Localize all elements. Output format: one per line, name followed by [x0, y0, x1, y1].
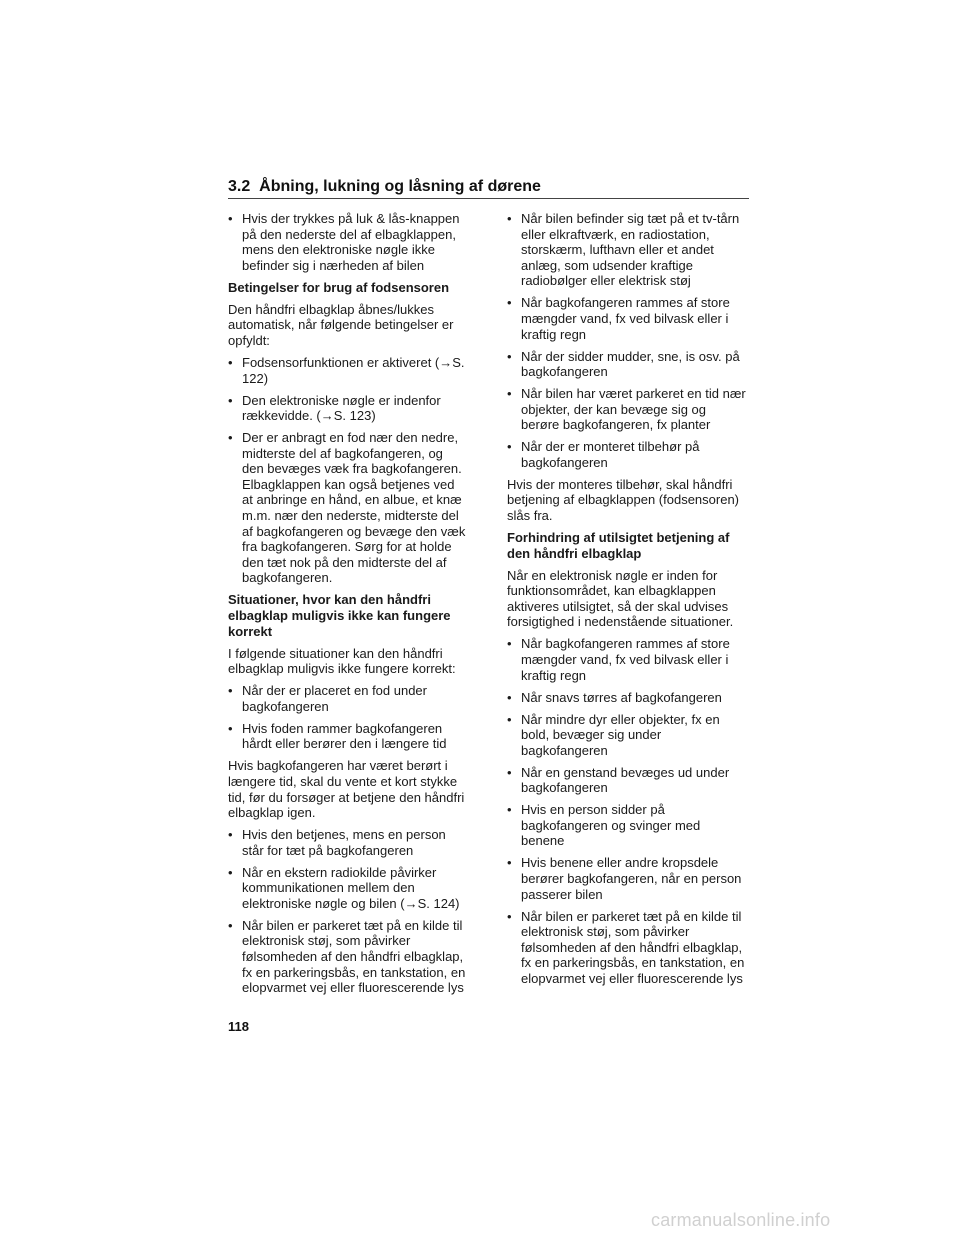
list-item-text: Når mindre dyr eller objekter, fx en bold, bevæger sig under bagkofangeren	[521, 711, 720, 758]
bullet-marker: •	[228, 827, 233, 843]
list-item-text: Hvis der trykkes på luk & lås-knappen på den nederste del af elbagklappen, mens den elektroniske nøgle ikke befinder sig i nærheden af bilen	[242, 211, 460, 273]
list-item-text: Når bilen er parkeret tæt på en kilde til elektronisk støj, som påvirker følsomheden af den håndfri elbagklap, fx en parkeringsbås, en tankstation, en elopvarmet vej eller fluorescerende lys	[242, 917, 466, 996]
bullet-marker: •	[507, 439, 512, 455]
list-item-text: Når der er placeret en fod under bagkofangeren	[242, 683, 427, 714]
header-divider	[228, 198, 749, 199]
bullet-marker: •	[507, 908, 512, 924]
bullet-marker: •	[228, 392, 233, 408]
list-item	[507, 386, 747, 433]
page-number: 118	[228, 1019, 249, 1034]
bullet-marker: •	[507, 348, 512, 364]
list-item-text: Hvis foden rammer bagkofangeren hårdt eller berører den i længere tid	[242, 720, 447, 752]
bullet-marker: •	[228, 430, 233, 446]
paragraph: Når en elektronisk nøgle er inden for funktionsområdet, kan elbagklappen aktiveres utilsigtet, så der skal udvises forsigtighed i nedenstående situationer.	[507, 567, 734, 630]
paragraph: I følgende situationer kan den håndfri elbagklap muligvis ikke fungere korrekt:	[228, 645, 456, 677]
list-item-text: Når bilen har været parkeret en tid nær objekter, der kan bevæge sig og berøre bagkofangeren, fx planter	[521, 386, 746, 433]
list-item	[228, 211, 468, 273]
list-item	[228, 918, 468, 996]
list-item	[507, 855, 747, 902]
list-item	[228, 430, 468, 586]
list-item	[228, 827, 468, 858]
list-item-text: Når bagkofangeren rammes af store mængder vand, fx ved bilvask eller i kraftig regn	[521, 295, 730, 342]
list-item	[228, 865, 468, 912]
list-item	[228, 683, 468, 714]
bullet-marker: •	[507, 855, 512, 871]
subheading: Situationer, hvor kan den håndfri elbagklap muligvis ikke kan fungere korrekt	[228, 592, 451, 639]
bullet-marker: •	[507, 295, 512, 311]
list-item	[507, 439, 747, 470]
list-item-text: Når der sidder mudder, sne, is osv. på bagkofangeren	[521, 348, 740, 380]
bullet-marker: •	[507, 386, 512, 402]
list-item-text: Den elektroniske nøgle er indenfor rækkevidde. (→S. 123)	[242, 392, 441, 424]
left-column	[228, 211, 468, 1002]
paragraph: Hvis bagkofangeren har været berørt i længere tid, skal du vente et kort stykke tid, før du forsøger at betjene den håndfri elbagklap igen.	[228, 758, 465, 821]
list-item	[507, 765, 747, 796]
subheading: Betingelser for brug af fodsensoren	[228, 279, 450, 295]
list-item-text: Når snavs tørres af bagkofangeren	[521, 689, 722, 705]
list-item	[507, 211, 747, 289]
right-column	[507, 211, 747, 993]
list-item-text: Der er anbragt en fod nær den nedre, midterste del af bagkofangeren, og den bevæges væk fra bagkofangeren. Elbagklappen kan også betjenes ved at anbringe en hånd, en albue, et knæ m.m. nær den nederste, midterste del af bagkofangeren og bevæge den væk fra bagkofangeren. Sørg for at holde den tæt nok på den midterste del af bagkofangeren.	[242, 430, 466, 586]
bullet-marker: •	[228, 917, 233, 933]
bullet-marker: •	[228, 720, 233, 736]
watermark: carmanualsonline.info	[651, 1210, 831, 1230]
list-item-text: Når bilen er parkeret tæt på en kilde til elektronisk støj, som påvirker følsomheden af den håndfri elbagklap, fx en parkeringsbås, en tankstation, en elopvarmet vej eller fluorescerende lys	[521, 908, 745, 986]
list-item	[228, 393, 468, 424]
list-item	[228, 721, 468, 752]
list-item-text: Når bagkofangeren rammes af store mængder vand, fx ved bilvask eller i kraftig regn	[521, 636, 730, 683]
bullet-marker: •	[507, 636, 512, 652]
list-item	[507, 349, 747, 380]
list-item	[228, 355, 468, 386]
bullet-marker: •	[507, 689, 512, 705]
subheading: Forhindring af utilsigtet betjening af den håndfri elbagklap	[507, 530, 730, 561]
bullet-marker: •	[507, 711, 512, 727]
section-number: 3.2	[228, 178, 251, 195]
paragraph: Den håndfri elbagklap åbnes/lukkes automatisk, når følgende betingelser er opfyldt:	[228, 301, 454, 348]
list-item-text: Hvis den betjenes, mens en person står for tæt på bagkofangeren	[242, 827, 446, 858]
list-item-text: Fodsensorfunktionen er aktiveret (→S. 122)	[242, 354, 465, 386]
bullet-marker: •	[228, 354, 233, 370]
list-item	[507, 636, 747, 683]
section-header	[228, 178, 748, 196]
list-item	[507, 712, 747, 759]
list-item-text: Hvis en person sidder på bagkofangeren og svinger med benene	[521, 802, 701, 849]
list-item-text: Når en genstand bevæges ud under bagkofangeren	[521, 764, 730, 796]
list-item-text: Når bilen befinder sig tæt på et tv-tårn eller elkraftværk, en radiostation, storskærm, lufthavn eller et andet anlæg, som udsender kraftige radiobølger eller elektrisk støj	[521, 211, 740, 289]
bullet-marker: •	[228, 683, 233, 699]
bullet-marker: •	[228, 864, 233, 880]
list-item	[507, 295, 747, 342]
section-title: Åbning, lukning og låsning af dørene	[259, 178, 541, 195]
bullet-marker: •	[507, 211, 512, 226]
list-item	[507, 690, 747, 706]
bullet-marker: •	[228, 211, 233, 226]
list-item	[507, 802, 747, 849]
bullet-marker: •	[507, 802, 512, 818]
list-item-text: Når der er monteret tilbehør på bagkofangeren	[521, 439, 700, 470]
paragraph: Hvis der monteres tilbehør, skal håndfri betjening af elbagklappen (fodsensoren) slås fra.	[507, 476, 740, 524]
bullet-marker: •	[507, 764, 512, 780]
list-item-text: Når en ekstern radiokilde påvirker kommunikationen mellem den elektroniske nøgle og bilen (→S. 124)	[242, 864, 460, 911]
list-item	[507, 909, 747, 987]
list-item-text: Hvis benene eller andre kropsdele berører bagkofangeren, når en person passerer bilen	[521, 855, 742, 902]
